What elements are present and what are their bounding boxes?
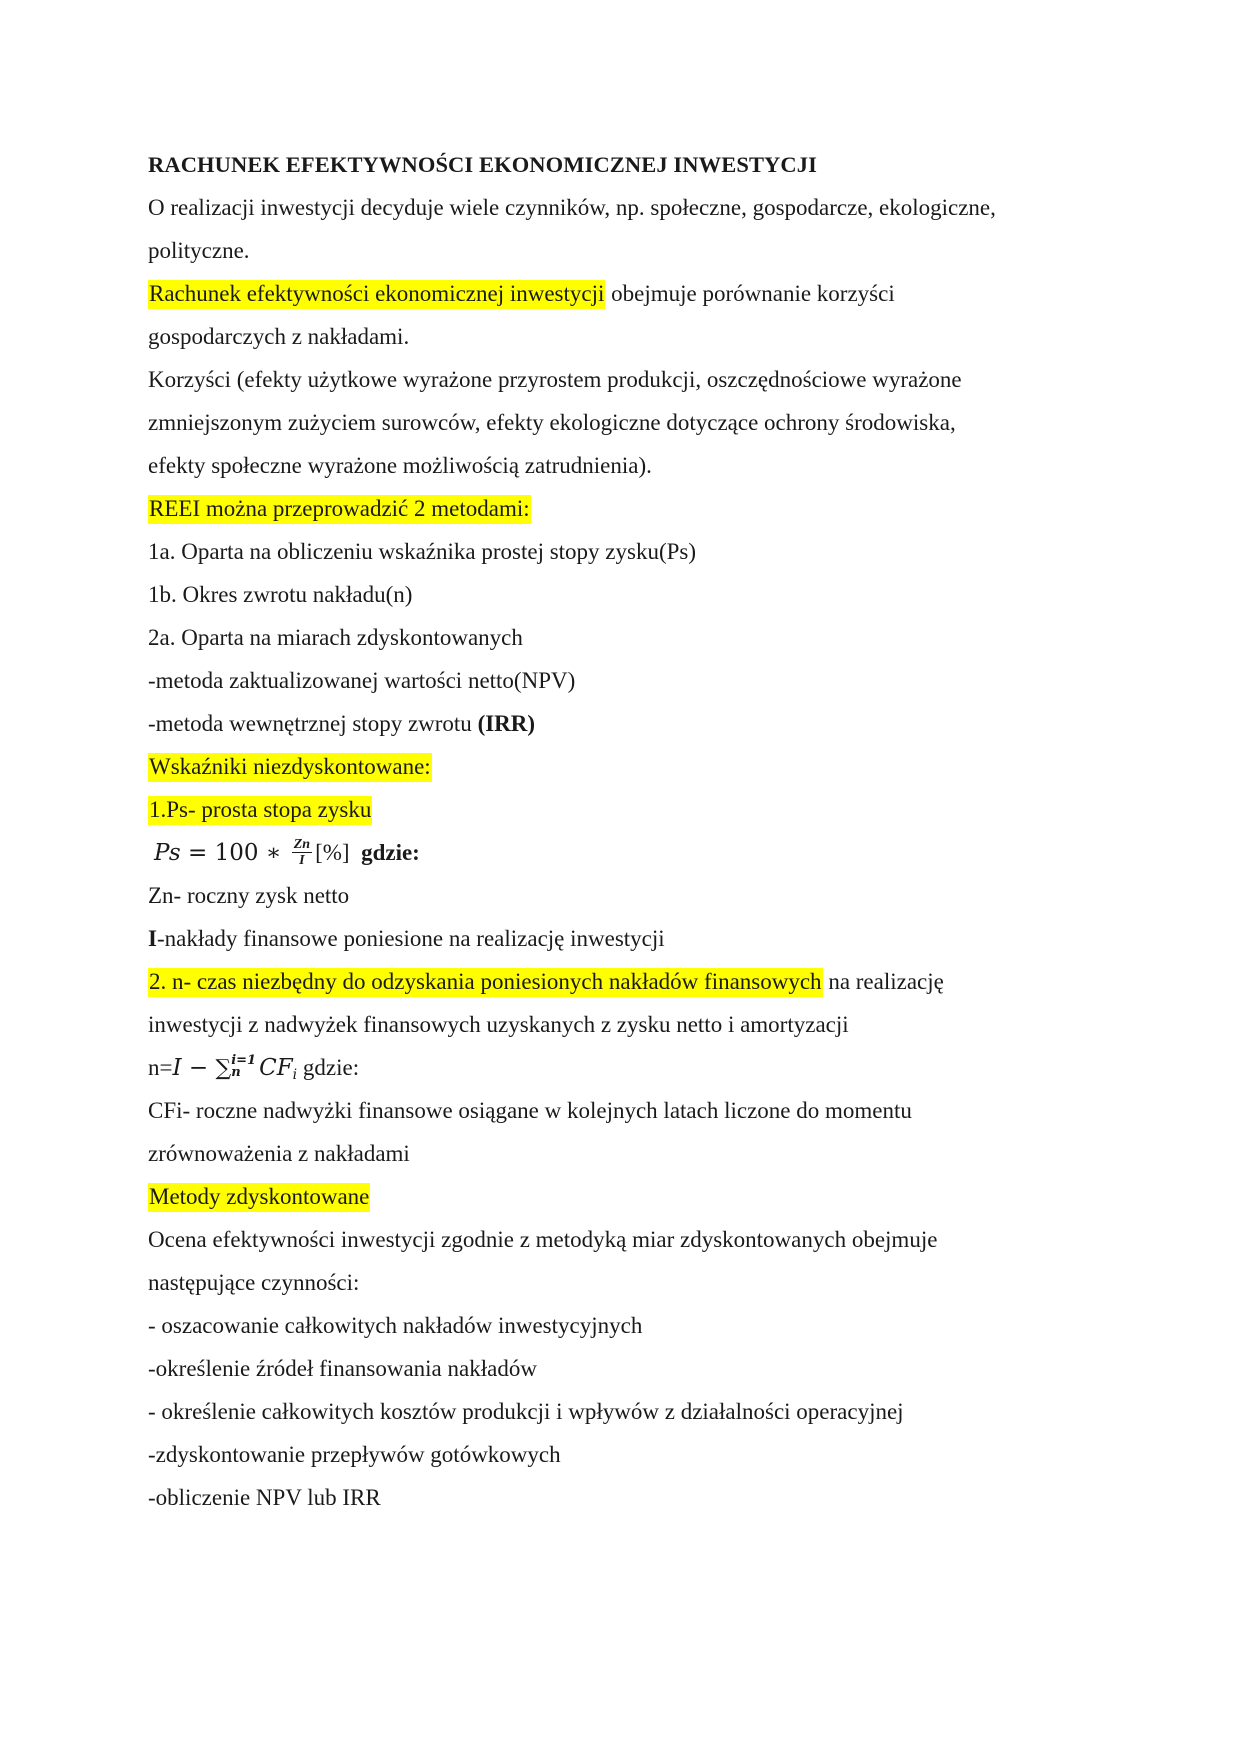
sum-lower-limit: n <box>231 1064 241 1080</box>
intro-line-1: O realizacji inwestycji decyduje wiele czynników, np. społeczne, gospodarcze, ekologiczne, <box>148 195 996 220</box>
reei-definition-line-2: gospodarczych z nakładami. <box>148 324 410 349</box>
n-formula-prefix: n= <box>148 1055 173 1080</box>
discounted-step-2: -określenie źródeł finansowania nakładów <box>148 1356 537 1381</box>
method-npv: -metoda zaktualizowanej wartości netto(NPV) <box>148 668 576 693</box>
discounted-step-3: - określenie całkowitych kosztów produkcji i wpływów z działalności operacyjnej <box>148 1399 904 1424</box>
discounted-step-4: -zdyskontowanie przepływów gotówkowych <box>148 1442 561 1467</box>
ps-heading <box>148 788 1108 831</box>
ps-formula-fraction <box>292 837 312 868</box>
ps-formula-lhs: Ps <box>154 840 181 866</box>
n-formula <box>148 1046 1108 1089</box>
discounted-step-5: -obliczenie NPV lub IRR <box>148 1485 381 1510</box>
ps-formula-unit: [%] <box>315 840 350 865</box>
ps-fraction-denominator: I <box>299 853 305 869</box>
method-irr-abbrev: (IRR) <box>477 711 536 736</box>
n-formula-cf-sub: i <box>292 1067 298 1083</box>
ps-formula <box>148 831 1108 874</box>
n-formula-where: gdzie: <box>297 1055 360 1080</box>
undiscounted-heading-highlight: Wskaźniki niezdyskontowane: <box>148 753 432 782</box>
zn-definition: Zn- roczny zysk netto <box>148 883 350 908</box>
sum-upper-limit: i=1 <box>231 1052 257 1068</box>
i-definition <box>148 917 1108 960</box>
i-symbol: I <box>148 926 157 951</box>
korzysci-line-2: zmniejszonym zużyciem surowców, efekty ekologiczne dotyczące ochrony środowiska, <box>148 410 956 435</box>
method-1a: 1a. Oparta na obliczeniu wskaźnika prostej stopy zysku(Ps) <box>148 539 697 564</box>
discounted-line-2: następujące czynności: <box>148 1270 360 1295</box>
sum-limits <box>231 1052 257 1080</box>
discounted-step-1: - oszacowanie całkowitych nakładów inwestycyjnych <box>148 1313 643 1338</box>
cfi-definition-line-1: CFi- roczne nadwyżki finansowe osiągane w kolejnych latach liczone do momentu <box>148 1098 912 1123</box>
document-title: RACHUNEK EFEKTYWNOŚCI EKONOMICZNEJ INWESTYCJI <box>148 152 817 177</box>
methods-heading <box>148 487 1108 530</box>
n-definition <box>148 960 1108 1003</box>
reei-definition <box>148 272 1108 315</box>
method-1b: 1b. Okres zwrotu nakładu(n) <box>148 582 413 607</box>
n-definition-rest: na realizację <box>822 969 944 994</box>
method-irr <box>148 702 1108 745</box>
korzysci-line-3: efekty społeczne wyrażone możliwością zatrudnienia). <box>148 453 652 478</box>
ps-formula-where: gdzie: <box>361 840 420 865</box>
ps-fraction-numerator: Zn <box>293 837 311 853</box>
korzysci-line-1: Korzyści (efekty użytkowe wyrażone przyrostem produkcji, oszczędnościowe wyrażone <box>148 367 962 392</box>
intro-line-2: polityczne. <box>148 238 250 263</box>
reei-definition-highlight: Rachunek efektywności ekonomicznej inwestycji <box>148 280 605 309</box>
discounted-heading-highlight: Metody zdyskontowane <box>148 1183 370 1212</box>
discounted-heading <box>148 1175 1108 1218</box>
n-definition-highlight: 2. n- czas niezbędny do odzyskania poniesionych nakładów finansowych <box>148 968 823 997</box>
method-irr-text: -metoda wewnętrznej stopy zwrotu <box>148 711 478 736</box>
n-formula-minus: − <box>181 1055 216 1081</box>
n-formula-cf: CF <box>259 1055 293 1081</box>
method-2a: 2a. Oparta na miarach zdyskontowanych <box>148 625 523 650</box>
undiscounted-heading <box>148 745 1108 788</box>
methods-heading-highlight: REEI można przeprowadzić 2 metodami: <box>148 495 531 524</box>
discounted-line-1: Ocena efektywności inwestycji zgodnie z metodyką miar zdyskontowanych obejmuje <box>148 1227 938 1252</box>
ps-formula-eq: = 100 ∗ <box>180 840 289 866</box>
cfi-definition-line-2: zrównoważenia z nakładami <box>148 1141 410 1166</box>
document-page <box>148 143 1108 1519</box>
n-definition-line-2: inwestycji z nadwyżek finansowych uzyskanych z zysku netto i amortyzacji <box>148 1012 849 1037</box>
ps-heading-highlight: 1.Ps- prosta stopa zysku <box>148 796 372 825</box>
sum-symbol: ∑ <box>215 1056 232 1081</box>
i-definition-text: -nakłady finansowe poniesione na realizację inwestycji <box>156 926 665 951</box>
reei-definition-rest: obejmuje porównanie korzyści <box>605 281 895 306</box>
n-formula-i: I <box>172 1055 182 1081</box>
